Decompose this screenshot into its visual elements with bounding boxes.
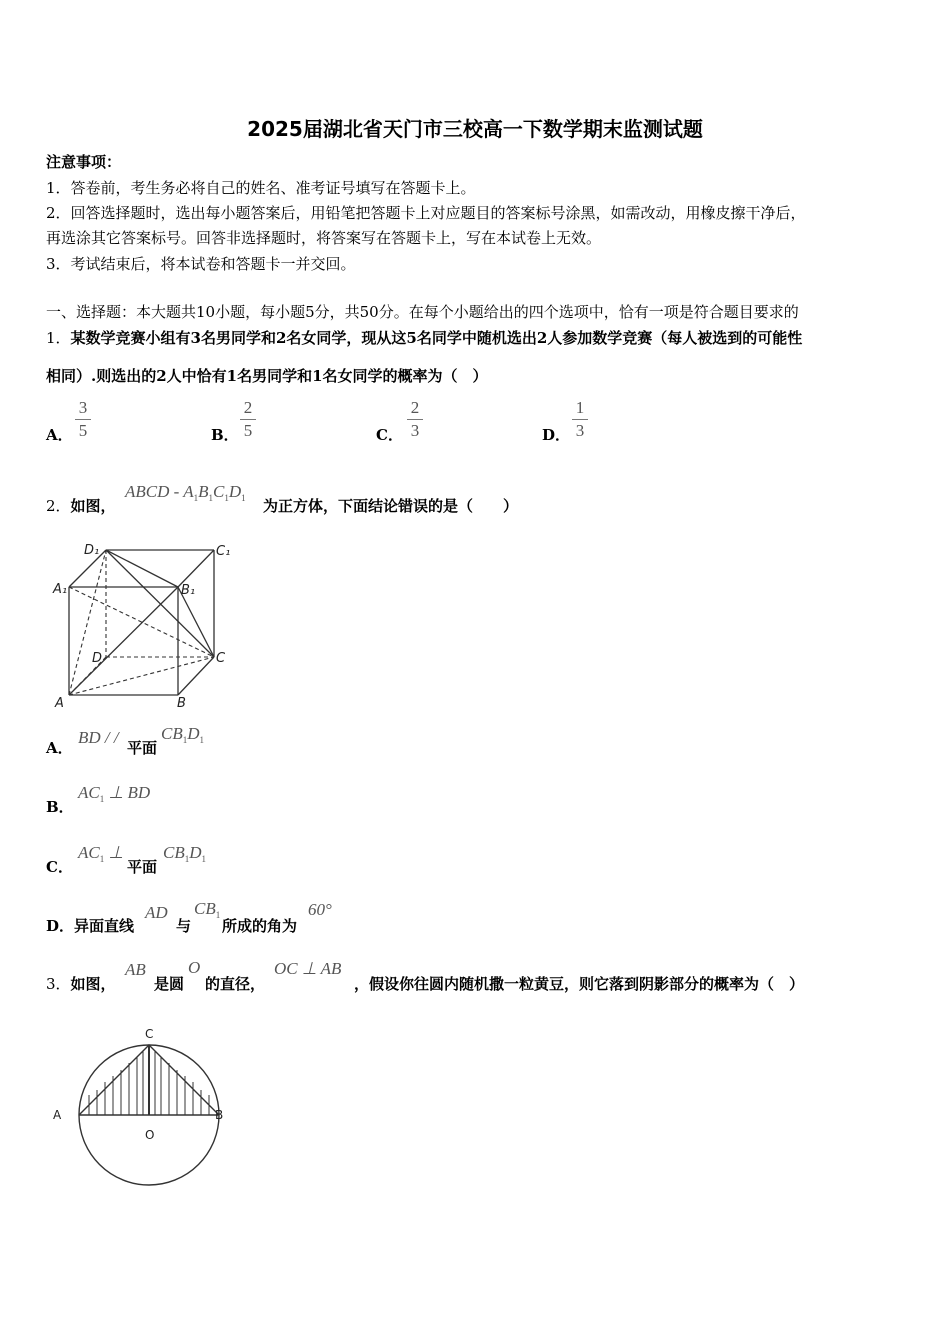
q2-option-a-expr1: BD / / <box>78 728 119 747</box>
q1-option-c-fraction: 2 3 <box>407 398 423 441</box>
q2-option-c-expr2: $CB_1D_1$ <box>163 843 207 864</box>
q1-option-a-fraction: 3 5 <box>75 398 91 441</box>
q3-text-4: ，假设你往圆内随机撒一粒黄豆，则它落到阴影部分的概率为（ ） <box>354 975 805 993</box>
circle-figure <box>45 1020 245 1195</box>
q3-stem-start: 3．如图， <box>46 975 116 993</box>
hidden-edge-ac <box>69 657 214 695</box>
q2-stem-suffix: 为正方体，下面结论错误的是（ ） <box>263 497 519 515</box>
q2-number: 2． <box>46 497 71 515</box>
q2-option-c-text: 平面 <box>127 858 158 876</box>
label-b1: B₁ <box>181 583 196 598</box>
q3-text-3: 的直径， <box>205 975 266 993</box>
notes-item-3: 3．考试结束后，将本试卷和答题卡一并交回。 <box>46 255 356 273</box>
q2-option-c-expr1: $AC_1$ ⊥ <box>78 843 124 864</box>
q1-option-b-fraction: 2 5 <box>240 398 256 441</box>
q1-text-line1: 某数学竞赛小组有3名男同学和2名女同学，现从这5名同学中随机选出2人参加数学竞赛（每人被选到的可能性 <box>70 329 803 347</box>
edge-b1c1 <box>178 550 214 587</box>
q1-option-b-label: B． <box>211 426 239 444</box>
cube-figure <box>50 535 240 715</box>
notes-heading: 注意事项： <box>46 153 122 171</box>
label-a1: A₁ <box>53 582 68 597</box>
q1-option-a-label: A． <box>46 426 73 444</box>
label-b: B <box>215 1108 224 1122</box>
q2-option-c-label: C． <box>46 858 73 876</box>
edge-d1b1 <box>106 550 178 587</box>
label-c: C <box>145 1027 154 1041</box>
q1-option-d-label: D． <box>542 426 571 444</box>
q2-option-d-text1: 异面直线 <box>74 917 135 935</box>
notes-item-1: 1．答卷前，考生务必将自己的姓名、准考证号填写在答题卡上。 <box>46 179 476 197</box>
q3-math-o: O <box>188 958 201 977</box>
q3-math-oc-ab: OC ⊥ AB <box>274 959 342 978</box>
q2-option-a-label: A． <box>46 739 73 757</box>
q2-option-a-text: 平面 <box>127 739 158 757</box>
q2-option-d-label: D． <box>46 917 75 935</box>
q1-number: 1． <box>46 329 71 347</box>
section-header: 一、选择题：本大题共10小题，每小题5分，共50分。在每个小题给出的四个选项中，恰有一项是符合题目要求的 <box>46 303 799 321</box>
q3-text-2: 是圆 <box>154 975 185 993</box>
q2-option-a-expr2: $CB_1D_1$ <box>161 724 205 745</box>
label-a: A <box>53 1108 62 1122</box>
q2-option-d-text3: 所成的角为 <box>222 917 298 935</box>
label-a: A <box>55 696 64 711</box>
q2-option-d-expr1: AD <box>145 903 168 922</box>
label-o: O <box>145 1128 155 1142</box>
q2-cube-expression: ABCD - $A_1B_1C_1D_1$ <box>125 482 246 503</box>
q2-option-d-expr3: 60° <box>308 900 332 919</box>
q1-stem-line1 <box>46 327 802 348</box>
notes-item-2a: 2．回答选择题时，选出每小题答案后，用铅笔把答题卡上对应题目的答案标号涂黑，如需改动，用橡皮擦干净后， <box>46 204 806 222</box>
q2-option-d-expr2: $CB_1$ <box>194 899 221 920</box>
label-b: B <box>177 696 186 711</box>
q2-option-b-expr: $AC_1$ ⊥ BD <box>78 783 151 804</box>
label-c1: C₁ <box>216 544 231 559</box>
q3-math-ab: AB <box>125 960 146 979</box>
hidden-edge-ad1 <box>69 550 106 695</box>
edge-bc <box>178 657 214 695</box>
q2-stem-prefix: 2．如图， <box>46 497 116 515</box>
label-c: C <box>216 651 226 666</box>
q1-text-line2: 相同）.则选出的2人中恰有1名男同学和1名女同学的概率为（ ） <box>46 367 488 385</box>
q2-option-b-label: B． <box>46 798 74 816</box>
q1-option-c-label: C． <box>376 426 403 444</box>
q3-number: 3． <box>46 975 71 993</box>
page-title: 2025届湖北省天门市三校高一下数学期末监测试题 <box>247 117 703 141</box>
label-d: D <box>92 651 103 666</box>
q2-option-d-text2: 与 <box>176 917 192 935</box>
notes-item-2b: 再选涂其它答案标号。回答非选择题时，将答案写在答题卡上，写在本试卷上无效。 <box>46 229 602 247</box>
q1-option-d-fraction: 1 3 <box>572 398 588 441</box>
label-d1: D₁ <box>84 543 100 558</box>
